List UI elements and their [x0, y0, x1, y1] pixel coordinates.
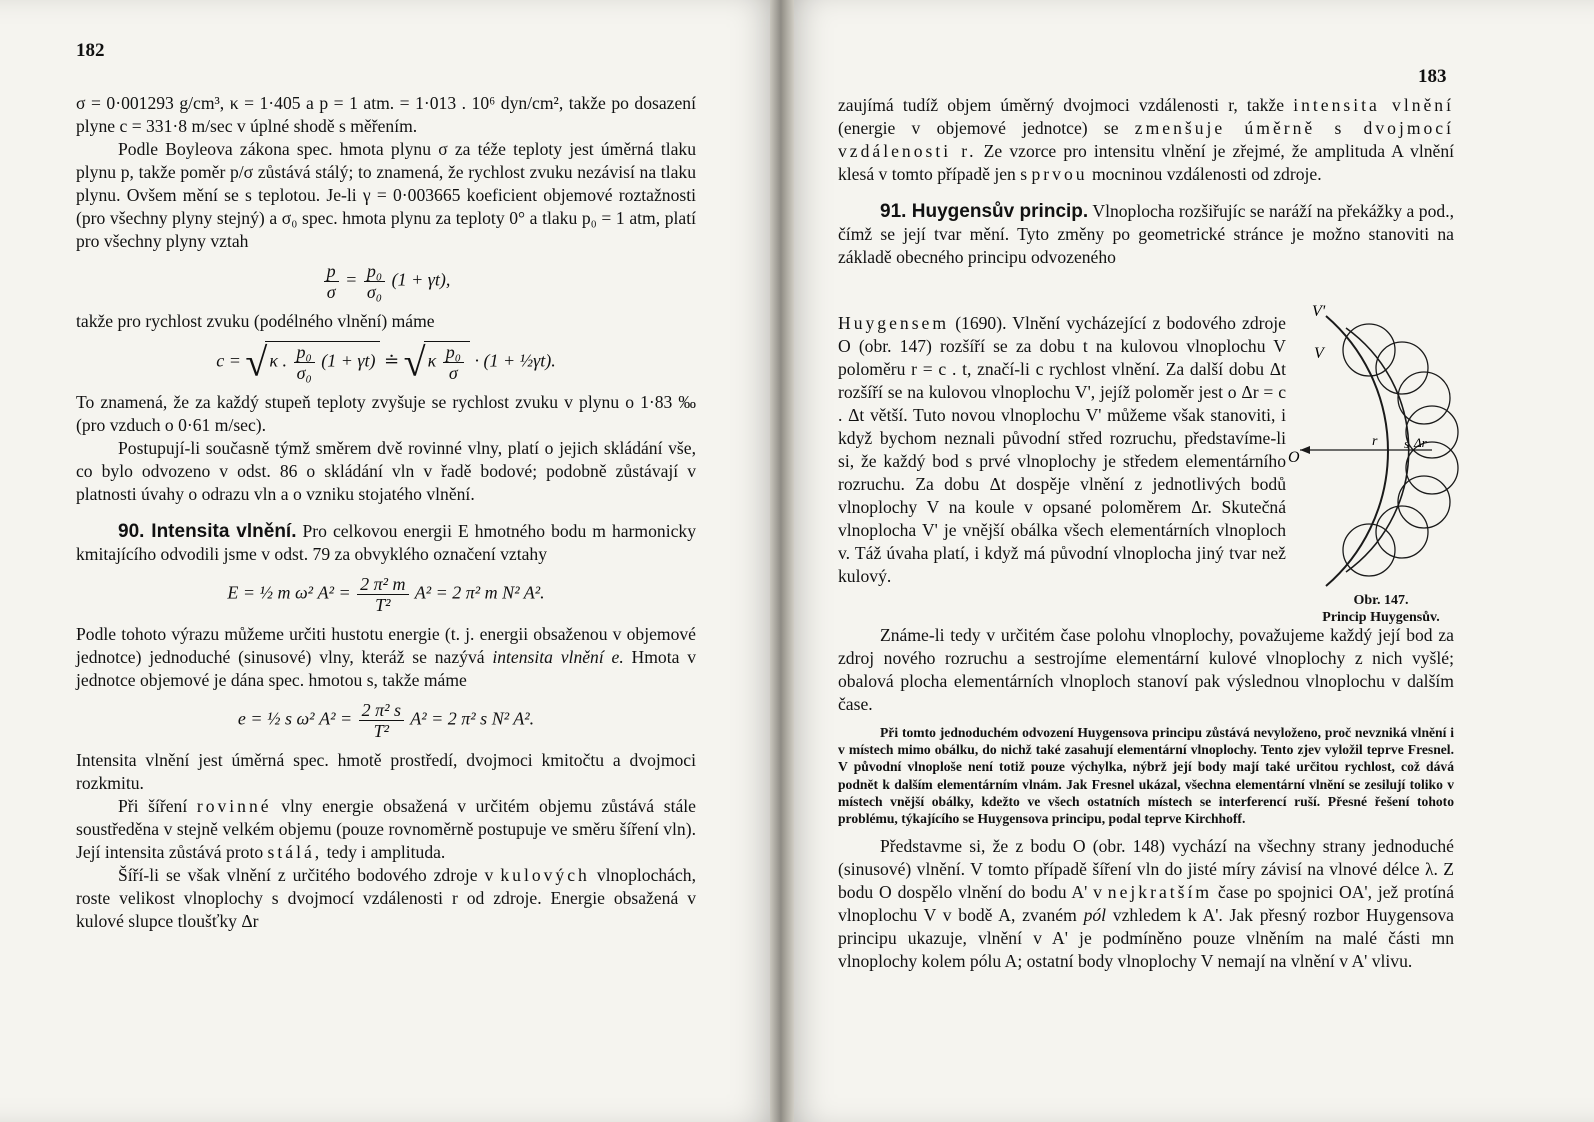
paragraph: Známe-li tedy v určitém čase polohu vlnoplochy, považujeme každý její bod za zdroj nového rozruchu a sestrojíme elementární kulové vlnoplochy z nich vyšlé; obalová plocha elementárních vlnoploch stanoví pak výslednou vlnoplochu v dalším čase.	[838, 625, 1454, 714]
right-page-text-bottom	[838, 624, 1454, 973]
paragraph: Při šíření rovinné vlny energie obsažená v určitém objemu zůstává stále soustředěna v stejně velkém objemu (pouze rovnoměrně postupuje ve směru šíření vln). Její intensita zůstává proto stálá, tedy i amplituda.	[76, 796, 696, 862]
paragraph: zaujímá tudíž objem úměrný dvojmoci vzdálenosti r, takže intensita vlnění (energie v objemové jednotce) se zmenšuje úměrně s dvojmocí vzdálenosti r. Ze vzorce pro intensitu vlnění je zřejmé, že amplituda A vlnění klesá v tomto případě jen s prvou mocninou vzdálenosti od zdroje.	[838, 95, 1455, 184]
section-heading: 91. Huygensův princip.	[880, 201, 1089, 222]
book-gutter	[770, 0, 794, 1122]
figure-caption: Obr. 147. Princip Huygensův.	[1322, 593, 1440, 625]
equation-sound-speed: c = √ κ . $\frac{\text{p₀}}{\text{σ₀}}$ (1 + γt) ≐ √ κ $\frac{\text{p₀}}{\sigma}$ · (1 + ½γt).	[216, 339, 556, 385]
paragraph: Podle Boyleova zákona spec. hmota plynu σ za téže teploty jest úměrná tlaku plynu p, takže poměr p/σ zůstává stálý; to znamená, že rychlost zvuku nezávisí na tlaku plynu. Ovšem mění se s teplotou. Je-li γ = 0·003665 koeficient objemové roztažnosti (pro všechny plyny stejný) a σ₀ spec. hmota plynu za teploty 0° a tlaku p₀ = 1 atm, platí pro všechny plyny vztah	[76, 139, 696, 251]
label-v: V	[1314, 345, 1324, 362]
label-delta-r: Δr	[1414, 435, 1427, 450]
paragraph: σ = 0·001293 g/cm³, κ = 1·405 a p = 1 atm. = 1·013 . 10⁶ dyn/cm², takže po dosazení plyne c = 331·8 m/sec v úplné shodě s měřením.	[76, 93, 696, 136]
elementary-wavelet	[1398, 476, 1450, 528]
paragraph: Huygensem (1690). Vlnění vycházející z bodového zdroje O (obr. 147) rozšíří se za dobu t na kulovou vlnoplochu V poloměru r = c . t, značí-li c rychlost vlnění. Za další dobu Δt rozšíří se na kulovou vlnoplochu V', jejíž poloměr jest o Δr = c . Δt větší. Tuto novou vlnoplochu V' můžeme však stanoviti, i když bychom neznali původní střed rozruchu, představíme-li si, že každý bod s prvé vlnoplochy je středem elementárního rozruchu. Za dobu Δt dospěje vlnění z jednotlivých bodů vlnoplochy V na koule v opsané poloměrem Δr. Skutečná vlnoplocha V' je vnější obálka všech elementárních vlnoploch v. Táž úvaha platí, i když má původní vlnoplocha jiný tvar než kulový.	[838, 313, 1286, 586]
paragraph: takže pro rychlost zvuku (podélného vlnění) máme	[76, 311, 435, 331]
elementary-wavelet	[1398, 372, 1450, 424]
footnote: Při tomto jednoduchém odvození Huygensova principu zůstává nevyloženo, proč nevzniká vlnění i v místech mimo obálku, do nichž také zasahují elementární vlnoplochy. Tento zjev vyložil teprve Fresnel. V původní vlnoploše není totiž pouze výchylka, nýbrž její body mají také určitou rychlost, což dává podnět k dalším elementárním vlnám. Jak Fresnel ukázal, všechna elementární vlnění se zesilují toliko v místech vnější obálky, kdežto ve všech ostatních místech se interferencí ruší. Přesné řešení tohoto problému, týkajícího se Huygensova principu, podal teprve Kirchhoff.	[838, 725, 1454, 827]
equation-intensity: e = ½ s ω² A² = $\frac{\text{2 π² s}}{\text{T²}}$ A² = 2 π² s N² A².	[237, 700, 535, 741]
section-90: 90. Intensita vlnění. Pro celkovou energii E hmotného bodu m harmonicky kmitajícího odvodili jsme v odst. 79 za obvyklého označení vztahy	[76, 521, 696, 564]
page-number-left: 182	[76, 40, 105, 61]
label-r: r	[1372, 434, 1378, 449]
right-page-text-top	[838, 94, 1454, 269]
paragraph: Představme si, že z bodu O (obr. 148) vychází na všechny strany jednoduché (sinusové) vlnění. V tomto případě šíření vln do jisté míry závisí na vlnové délce λ. Z bodu O dospělo vlnění do bodu A' v nejkratším čase po spojnici OA', jež protíná vlnoplochu V v bodě A, zvaném pól vzhledem k A'. Jak přesný rozbor Huygensova principu ukazuje, vlnění v A' je podmíněno pouze vlněním na malé části mn vlnoplochy kolem pólu A; ostatní body vlnoplochy V nemají na vlnění v A' vlivu.	[838, 836, 1455, 972]
page-number-right: 183	[1418, 66, 1447, 87]
equation-energy: E = ½ m ω² A² = $\frac{\text{2 π² m}}{\text{T²}}$ A² = 2 π² m N² A².	[227, 574, 545, 615]
equation-gas-law: $\frac{p}{\sigma}$ = $\frac{\text{p₀}}{\text{σ₀}}$ (1 + γt),	[76, 261, 696, 302]
paragraph: Intensita vlnění jest úměrná spec. hmotě prostředí, dvojmoci kmitočtu a dvojmoci rozkmitu.	[76, 750, 696, 793]
huygens-figure	[1286, 300, 1476, 600]
label-o: O	[1288, 449, 1300, 466]
arrowhead	[1300, 446, 1310, 454]
label-v-prime: V'	[1312, 303, 1326, 320]
left-page-text	[76, 92, 696, 933]
paragraph: Podle tohoto výrazu můžeme určiti hustotu energie (t. j. energii obsaženou v objemové jednotce) jednoduché (sinusové) vlny, kteráž se nazývá intensita vlnění e. Hmota v jednotce objemové je dána spec. hmotou s, takže máme	[76, 624, 697, 690]
right-page-text-wrap	[838, 312, 1286, 588]
section-heading: 90. Intensita vlnění.	[118, 521, 297, 542]
paragraph: Šíří-li se však vlnění z určitého bodového zdroje v kulových vlnoplochách, roste velikost vlnoplochy s dvojmocí vzdálenosti r od zdroje. Energie obsažená v kulové slupce tloušťky Δr	[76, 865, 696, 931]
section-91-intro: 91. Huygensův princip. Vlnoplocha rozšiřujíc se naráží na překážky a pod., čímž se její tvar mění. Tyto změny po geometrické stránce je možno stanoviti na základě obecného principu odvozeného	[838, 201, 1454, 267]
paragraph: To znamená, že za každý stupeň teploty zvyšuje se rychlost zvuku v plynu o 1·83 ‰ (pro vzduch o 0·61 m/sec).	[76, 392, 696, 435]
label-s: s	[1404, 436, 1410, 451]
paragraph: Postupují-li současně týmž směrem dvě rovinné vlny, platí o jejich skládání vše, co bylo odvozeno v odst. 86 o skládání vln v řadě bodové; podobně zůstávají v platnosti úvahy o odrazu vln a o vzniku stojatého vlnění.	[76, 438, 696, 504]
